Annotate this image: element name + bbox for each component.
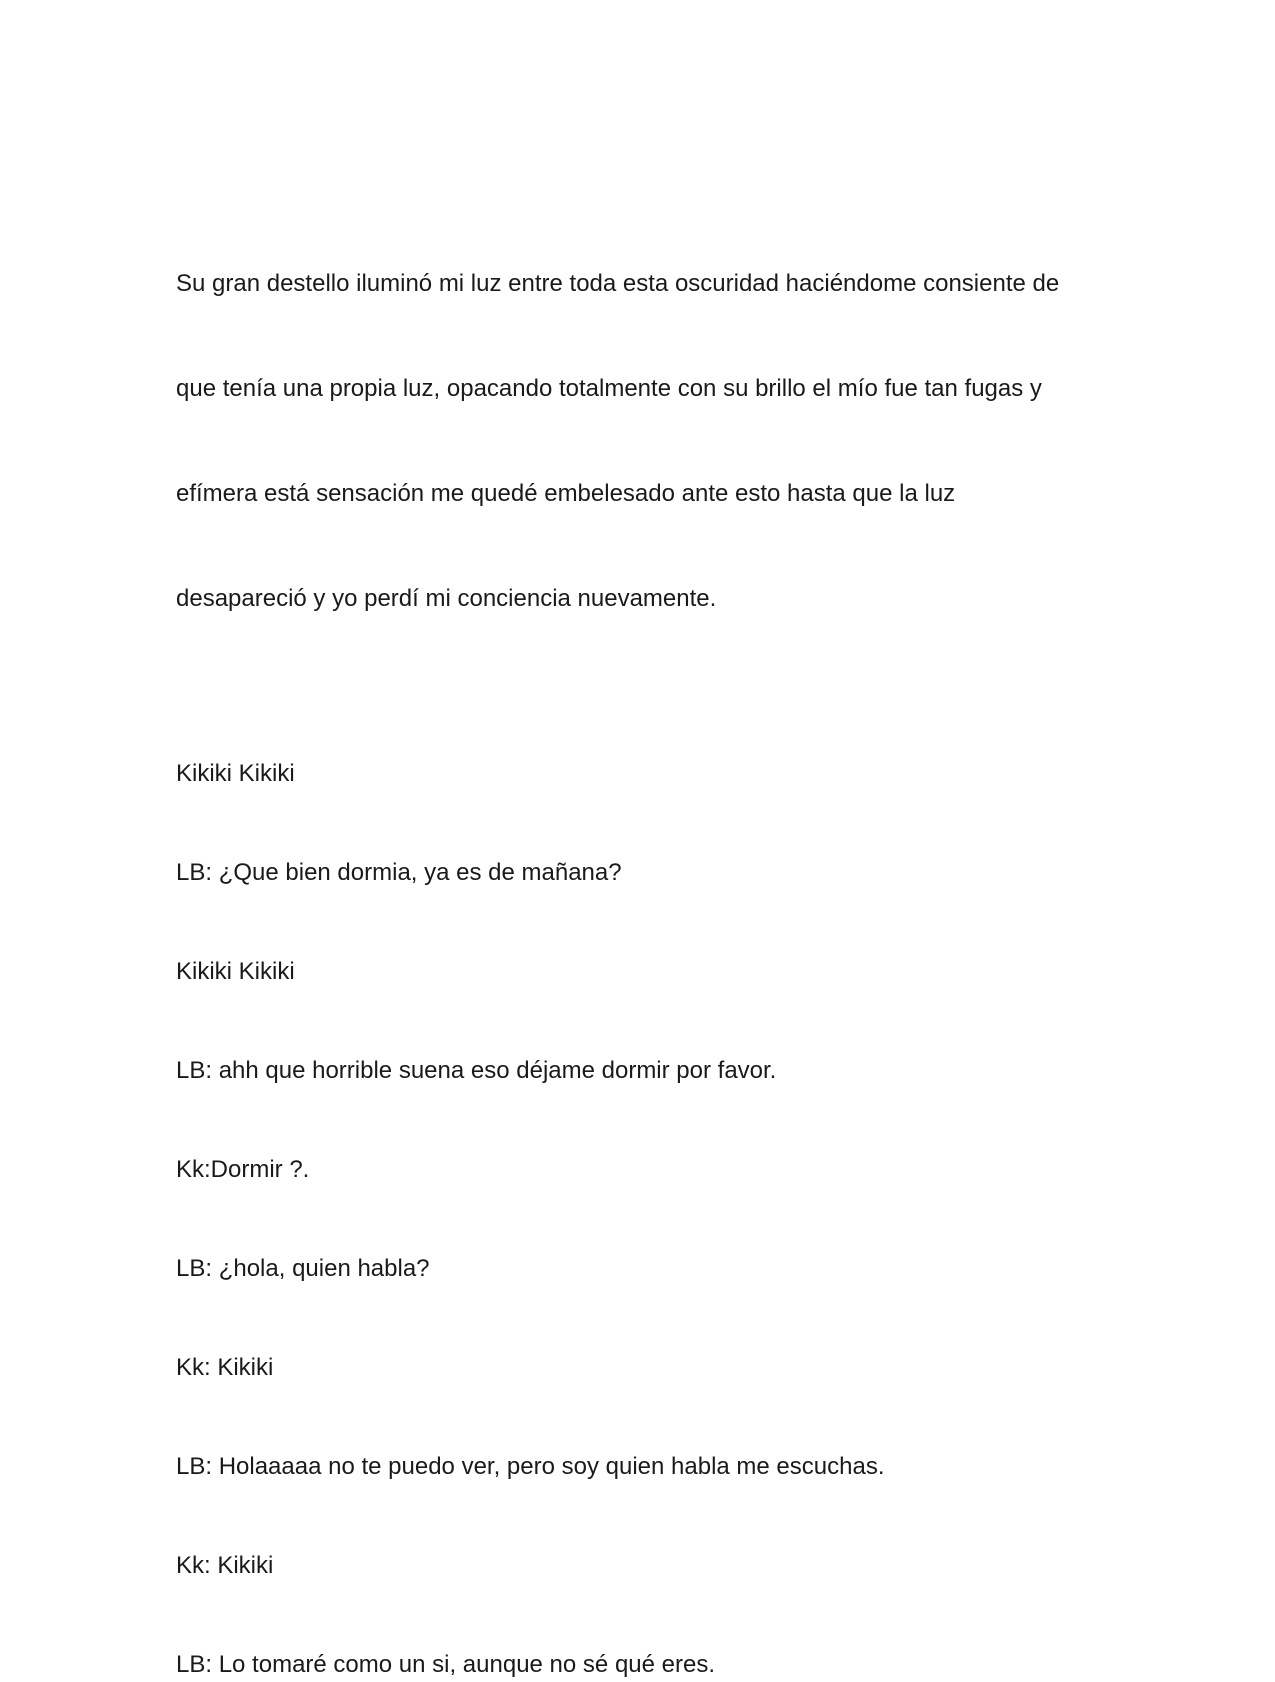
dialogue-line: LB: ¿Que bien dormia, ya es de mañana? (176, 859, 622, 886)
opening-paragraph (176, 196, 1106, 686)
dialogue-line: Kk:Dormir ?. (176, 1156, 310, 1183)
paragraph-line: Su gran destello iluminó mi luz entre toda esta oscuridad haciéndome consiente de (176, 270, 1060, 297)
dialogue-line: Kikiki Kikiki (176, 958, 295, 985)
dialogue-line: LB: ahh que horrible suena eso déjame dormir por favor. (176, 1057, 777, 1084)
dialogue-line: Kikiki Kikiki (176, 760, 295, 787)
dialogue-line: LB: ¿hola, quien habla? (176, 1255, 430, 1282)
paragraph-line: desapareció y yo perdí mi conciencia nuevamente. (176, 585, 717, 612)
paragraph-line: efímera está sensación me quedé embelesado ante esto hasta que la luz (176, 480, 956, 507)
dialogue-line: Kk: Kikiki (176, 1552, 274, 1579)
dialogue-line: LB: Holaaaaa no te puedo ver, pero soy quien habla me escuchas. (176, 1453, 885, 1480)
dialogue-line: Kk: Kikiki (176, 1354, 274, 1381)
dialogue-line: LB: Lo tomaré como un si, aunque no sé qué eres. (176, 1651, 716, 1678)
paragraph-line: que tenía una propia luz, opacando totalmente con su brillo el mío fue tan fugas y (176, 375, 1042, 402)
document-body (176, 196, 1106, 1682)
